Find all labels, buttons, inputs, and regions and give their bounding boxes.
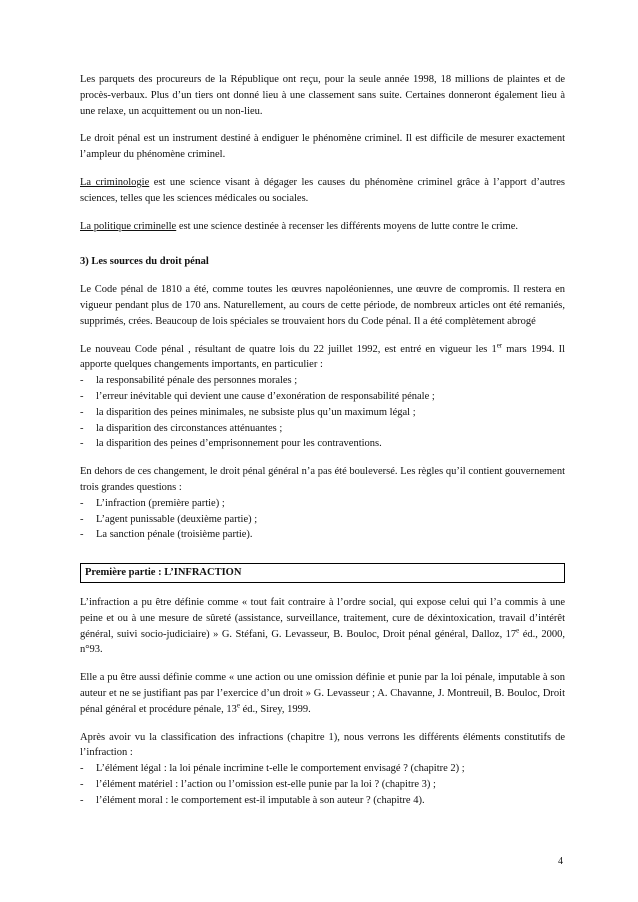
dash: -	[80, 794, 84, 806]
paragraph	[80, 670, 565, 717]
paragraph-text: est une science visant à dégager les causes du phénomène criminel grâce à l’apport d’autres sciences, telles que les sciences médicales ou sociales.	[80, 176, 565, 204]
list-item-text: La sanction pénale (troisième partie).	[96, 529, 253, 541]
dash: -	[80, 406, 84, 418]
superscript: e	[236, 701, 240, 710]
list-item	[80, 436, 565, 452]
paragraph	[80, 342, 565, 374]
paragraph-text: L’infraction a pu être définie comme « tout fait contraire à l’ordre social, qui expose celui qui l’a commis à une peine et ou à une mesure de sûreté (assistance, surveillance, traitement, cure de déxintoxication, travail d’intérêt général, suivi socio-judiciaire) » G. Stéfani, G. Levasseur, B. Bouloc, Droit pénal général, Dalloz, 17	[80, 596, 565, 640]
paragraph: Le droit pénal est un instrument destiné à endiguer le phénomène criminel. Il est difficile de mesurer exactement l’ampleur du phénomène criminel.	[80, 133, 565, 161]
paragraph-text: Elle a pu être aussi définie comme « une action ou une omission définie et punie par la loi pénale, imputable à son auteur et ne se justifiant pas par l’exercice d’un droit » G. Levasseur ; A. Chavanne, J. Montreuil, B. Bouloc, Droit pénal général et procédure pénale, 13	[80, 672, 565, 715]
paragraph: En dehors de ces changement, le droit pénal général n’a pas été bouleversé. Les règles qu’il contient gouvernement trois grandes questions :	[80, 466, 565, 493]
page-number: 4	[558, 856, 563, 867]
list-item	[80, 527, 565, 543]
paragraph: Les parquets des procureurs de la République ont reçu, pour la seule année 1998, 18 millions de plaintes et de procès-verbaux. Plus d’un tiers ont donné lieu à une classement sans suite. Certaines donneront également lieu à une relaxe, un acquittement ou un non-lieu.	[80, 74, 565, 117]
section-heading: 3) Les sources du droit pénal	[80, 256, 209, 268]
list-item	[80, 421, 565, 437]
list-item	[80, 761, 565, 777]
dash: -	[80, 375, 84, 387]
term-politique-criminelle: La politique criminelle	[80, 220, 177, 232]
paragraph	[80, 595, 565, 658]
dash: -	[80, 513, 84, 525]
list-item	[80, 389, 565, 405]
term-criminologie: La criminologie	[80, 176, 150, 188]
paragraph	[80, 175, 565, 207]
paragraph-text: éd., 2000, n°93.	[80, 628, 565, 656]
part-title-box: Première partie : L’INFRACTION	[80, 563, 565, 583]
paragraph: Après avoir vu la classification des infractions (chapitre 1), nous verrons les différents éléments constitutifs de l’infraction :	[80, 731, 565, 759]
list-item-text: l’erreur inévitable qui devient une cause d’exonération de responsabilité pénale ;	[96, 390, 435, 402]
list-item	[80, 777, 565, 793]
paragraph-text: est une science destinée à recenser les différents moyens de lutte contre le crime.	[176, 220, 519, 232]
dash: -	[80, 763, 84, 775]
paragraph	[80, 219, 565, 235]
elements-list	[80, 761, 565, 808]
list-item-text: l’élément moral : le comportement est-il imputable à son auteur ? (chapitre 4).	[96, 794, 425, 806]
list-item-text: la disparition des peines d’emprisonnement pour les contraventions.	[96, 438, 382, 450]
changes-list	[80, 373, 565, 452]
list-item-text: L’agent punissable (deuxième partie) ;	[96, 513, 258, 525]
dash: -	[80, 497, 84, 509]
list-item	[80, 793, 565, 809]
list-item	[80, 373, 565, 389]
superscript: e	[516, 626, 520, 635]
list-item	[80, 405, 565, 421]
paragraph-text: mars 1994. Il apporte quelques changements importants, en particulier :	[80, 343, 566, 371]
paragraph: Le Code pénal de 1810 a été, comme toutes les œuvres napoléoniennes, une œuvre de compromis. Il restera en vigueur pendant plus de 170 ans. Naturellement, au cours de cette période, de nombreux articles ont été remaniés, supprimés, crées. Beaucoup de lois spéciales se trouvaient hors du Code pénal. Il a été complètement abrogé	[80, 284, 565, 327]
paragraph-text: Le nouveau Code pénal , résultant de quatre lois du 22 juillet 1992, est entré en vigueur les 1	[80, 343, 497, 355]
list-item-text: l’élément matériel : l’action ou l’omission est-elle punie par la loi ? (chapitre 3) ;	[96, 778, 436, 790]
list-item-text: L’élément légal : la loi pénale incrimine t-elle le comportement envisagé ? (chapitre 2) ;	[96, 763, 465, 775]
dash: -	[80, 529, 84, 541]
dash: -	[80, 390, 84, 402]
document-page	[80, 72, 565, 808]
list-item-text: la disparition des peines minimales, ne subsiste plus qu’un maximum légal ;	[96, 406, 416, 418]
list-item-text: L’infraction (première partie) ;	[96, 497, 225, 509]
dash: -	[80, 422, 84, 434]
list-item	[80, 496, 565, 512]
questions-list	[80, 496, 565, 543]
superscript: er	[496, 341, 503, 350]
list-item-text: la disparition des circonstances atténuantes ;	[96, 422, 283, 434]
dash: -	[80, 438, 84, 450]
paragraph-text: éd., Sirey, 1999.	[239, 703, 311, 715]
list-item-text: la responsabilité pénale des personnes morales ;	[96, 375, 298, 387]
list-item	[80, 512, 565, 528]
dash: -	[80, 778, 84, 790]
